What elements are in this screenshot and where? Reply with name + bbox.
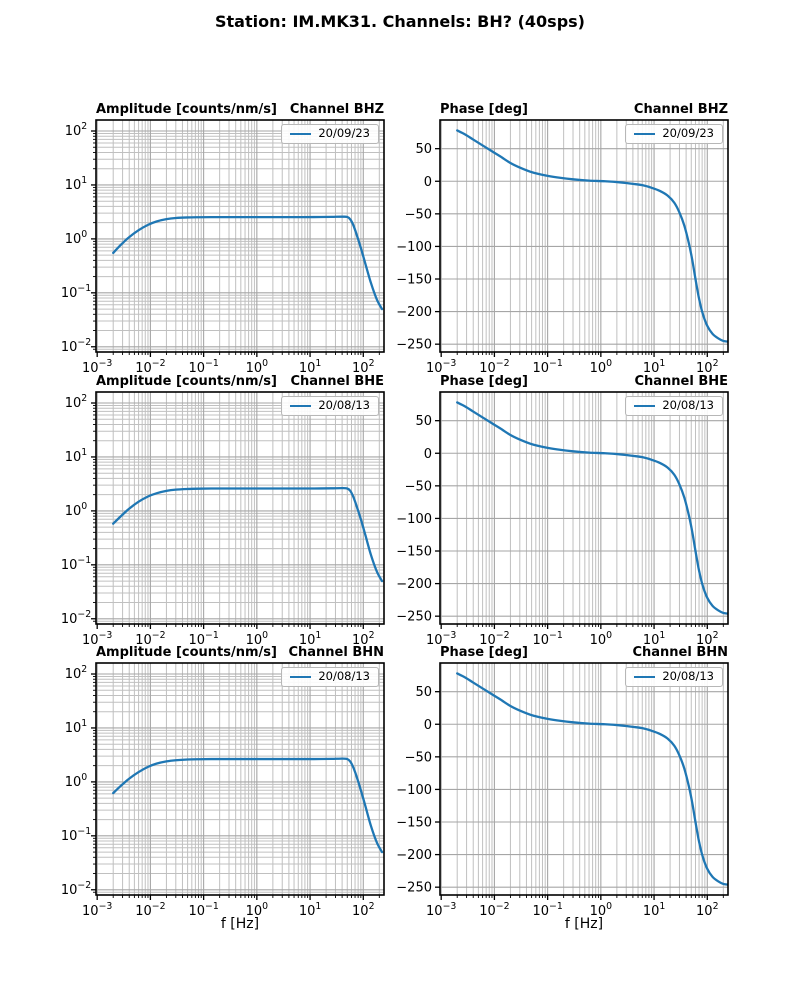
subplot-titles: [96, 374, 384, 389]
tick-label: −200: [396, 577, 432, 593]
legend: [625, 396, 723, 416]
legend-line-swatch: [290, 676, 311, 678]
tick-label: 0: [423, 717, 432, 733]
tick-label: −100: [396, 511, 432, 527]
tick-label: $10^2$: [696, 358, 719, 376]
tick-label: 0: [423, 174, 432, 190]
figure-title: Station: IM.MK31. Channels: BH? (40sps): [214, 12, 585, 31]
tick-label: −200: [396, 848, 432, 864]
plot-title-left: Amplitude [counts/nm/s]: [96, 645, 277, 660]
tick-label: 0: [423, 446, 432, 462]
tick-label: $10^{-1}$: [60, 554, 92, 573]
legend-line-swatch: [634, 133, 655, 135]
x-axis-label: f [Hz]: [564, 916, 604, 932]
tick-label: $10^2$: [64, 664, 88, 683]
tick-label: $10^2$: [64, 121, 88, 140]
tick-label: 50: [415, 685, 432, 701]
plot-title-right: Channel BHZ: [289, 102, 384, 117]
tick-label: $10^{-1}$: [188, 358, 219, 376]
tick-label: $10^0$: [245, 901, 269, 919]
subplot-amplitude-bhe: [96, 374, 384, 624]
x-axis-label: f [Hz]: [220, 916, 260, 932]
legend-line-swatch: [290, 405, 311, 407]
subplot-titles: [96, 645, 384, 660]
tick-label: $10^{-3}$: [82, 358, 113, 376]
tick-label: $10^{-1}$: [532, 901, 563, 919]
tick-label: $10^{-1}$: [60, 282, 92, 301]
tick-label: −50: [404, 479, 432, 495]
tick-label: $10^2$: [352, 358, 375, 376]
legend-label: 20/09/23: [318, 126, 370, 140]
tick-label: $10^0$: [589, 358, 613, 376]
tick-label: 50: [415, 414, 432, 430]
legend-line-swatch: [634, 676, 655, 678]
tick-label: −150: [396, 272, 432, 288]
tick-label: $10^1$: [298, 630, 322, 648]
tick-label: −50: [404, 207, 432, 223]
legend: [625, 124, 723, 144]
tick-label: $10^1$: [298, 358, 322, 376]
tick-label: $10^{-1}$: [532, 358, 563, 376]
tick-label: −150: [396, 544, 432, 560]
tick-label: −100: [396, 782, 432, 798]
plot-title-left: Phase [deg]: [440, 374, 528, 389]
tick-label: $10^1$: [642, 901, 666, 919]
legend-label: 20/08/13: [662, 398, 714, 412]
plot-title-right: Channel BHE: [290, 374, 384, 389]
subplot-phase-bhe: [440, 374, 728, 624]
subplot-amplitude-bhz: [96, 102, 384, 352]
tick-label: $10^1$: [64, 717, 88, 736]
tick-label: $10^{-2}$: [60, 336, 92, 355]
tick-label: $10^{-2}$: [479, 901, 510, 919]
tick-label: $10^0$: [245, 630, 269, 648]
tick-label: $10^{-2}$: [135, 901, 166, 919]
subplot-titles: [96, 102, 384, 117]
plot-title-left: Amplitude [counts/nm/s]: [96, 374, 277, 389]
subplot-phase-bhz: [440, 102, 728, 352]
legend: [281, 124, 379, 144]
tick-label: −250: [396, 880, 432, 896]
tick-label: −150: [396, 815, 432, 831]
tick-label: $10^1$: [298, 901, 322, 919]
subplot-amplitude-bhn: [96, 645, 384, 895]
tick-label: $10^0$: [245, 358, 269, 376]
tick-label: $10^0$: [64, 228, 88, 247]
tick-label: $10^{-2}$: [60, 879, 92, 898]
tick-label: $10^{-2}$: [60, 608, 92, 627]
subplot-titles: [440, 645, 728, 660]
tick-label: $10^2$: [696, 901, 719, 919]
plot-title-right: Channel BHN: [632, 645, 728, 660]
tick-label: −50: [404, 750, 432, 766]
tick-label: $10^{-2}$: [135, 630, 166, 648]
tick-label: $10^1$: [64, 174, 88, 193]
tick-label: $10^0$: [64, 771, 88, 790]
tick-label: $10^{-1}$: [532, 630, 563, 648]
tick-label: −200: [396, 305, 432, 321]
tick-label: $10^1$: [642, 630, 666, 648]
legend-label: 20/09/23: [662, 126, 714, 140]
tick-label: $10^{-2}$: [479, 630, 510, 648]
tick-label: −250: [396, 337, 432, 353]
tick-label: $10^{-3}$: [82, 901, 113, 919]
tick-label: $10^{-2}$: [479, 358, 510, 376]
tick-label: 50: [415, 142, 432, 158]
tick-label: $10^{-3}$: [82, 630, 113, 648]
tick-label: $10^{-3}$: [426, 901, 457, 919]
tick-label: $10^2$: [64, 393, 88, 412]
tick-label: $10^2$: [352, 630, 375, 648]
tick-label: $10^{-3}$: [426, 630, 457, 648]
tick-label: $10^{-1}$: [60, 825, 92, 844]
tick-label: $10^0$: [589, 901, 613, 919]
plot-title-right: Channel BHZ: [633, 102, 728, 117]
plot-title-right: Channel BHE: [634, 374, 728, 389]
tick-label: $10^{-1}$: [188, 630, 219, 648]
tick-label: $10^2$: [352, 901, 375, 919]
legend-label: 20/08/13: [662, 669, 714, 683]
tick-label: −100: [396, 239, 432, 255]
subplot-titles: [440, 374, 728, 389]
subplot-phase-bhn: [440, 645, 728, 895]
legend-line-swatch: [634, 405, 655, 407]
plot-title-left: Phase [deg]: [440, 102, 528, 117]
legend: [281, 396, 379, 416]
tick-label: $10^{-2}$: [135, 358, 166, 376]
plot-title-right: Channel BHN: [288, 645, 384, 660]
tick-label: −250: [396, 609, 432, 625]
legend-label: 20/08/13: [318, 398, 370, 412]
tick-label: $10^2$: [696, 630, 719, 648]
legend-line-swatch: [290, 133, 311, 135]
tick-label: $10^1$: [642, 358, 666, 376]
tick-label: $10^0$: [589, 630, 613, 648]
plot-title-left: Amplitude [counts/nm/s]: [96, 102, 277, 117]
tick-label: $10^{-3}$: [426, 358, 457, 376]
subplot-titles: [440, 102, 728, 117]
legend: [625, 667, 723, 687]
tick-label: $10^0$: [64, 500, 88, 519]
legend-label: 20/08/13: [318, 669, 370, 683]
tick-label: $10^{-1}$: [188, 901, 219, 919]
plot-title-left: Phase [deg]: [440, 645, 528, 660]
tick-label: $10^1$: [64, 446, 88, 465]
legend: [281, 667, 379, 687]
